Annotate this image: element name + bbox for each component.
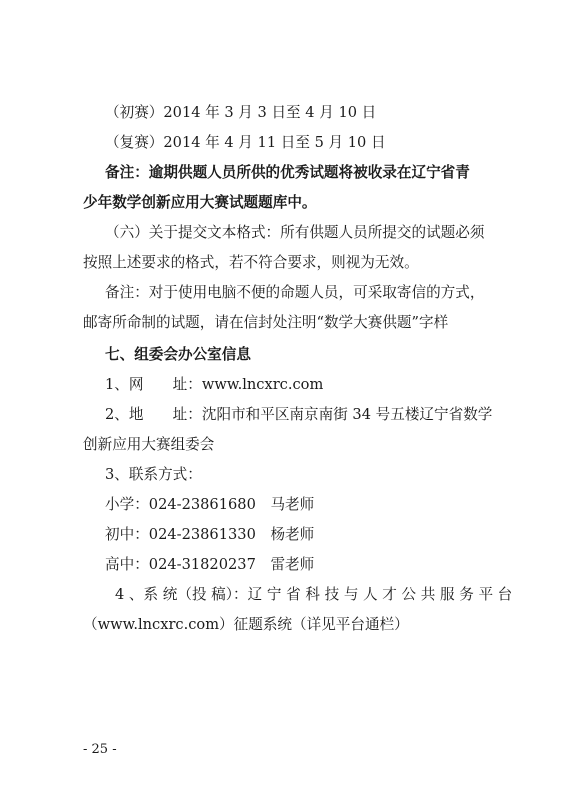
- text-line-second-round: （复赛）2014 年 4 月 11 日至 5 月 10 日: [105, 134, 386, 151]
- text-line-address-b: 创新应用大赛组委会: [83, 436, 215, 453]
- text-line-note-1b: 少年数学创新应用大赛试题题库中。: [83, 194, 317, 211]
- text-line-note-1a: 备注：逾期供题人员所供的优秀试题将被收录在辽宁省青: [105, 164, 470, 181]
- text-line-contact-high: 高中：024-31820237 雷老师: [105, 556, 315, 573]
- text-line-format-a: （六）关于提交文本格式：所有供题人员所提交的试题必须: [105, 224, 485, 241]
- text-line-note-2b: 邮寄所命制的试题，请在信封处注明“数学大赛供题”字样: [83, 314, 449, 331]
- text-line-system-b: （www.lncxrc.com）征题系统（详见平台通栏）: [83, 616, 409, 633]
- text-line-format-b: 按照上述要求的格式，若不符合要求，则视为无效。: [83, 254, 419, 271]
- text-line-preliminary-round: （初赛）2014 年 3 月 3 日至 4 月 10 日: [105, 104, 377, 121]
- text-line-contact-middle: 初中：024-23861330 杨老师: [105, 526, 315, 543]
- text-line-note-2a: 备注：对于使用电脑不便的命题人员，可采取寄信的方式，: [105, 284, 485, 301]
- page-number: - 25 -: [83, 742, 117, 757]
- text-line-address-a: 2、地 址：沈阳市和平区南京南街 34 号五楼辽宁省数学: [105, 406, 493, 423]
- section-heading-office-info: 七、组委会办公室信息: [105, 346, 251, 363]
- text-line-contact-heading: 3、联系方式：: [105, 466, 202, 483]
- text-line-contact-primary: 小学：024-23861680 马老师: [105, 496, 315, 513]
- text-line-system-a: 4 、系 统（投 稿）：辽 宁 省 科 技 与 人 才 公 共 服 务 平 台: [115, 586, 513, 603]
- text-line-website: 1、网 址：www.lncxrc.com: [105, 376, 324, 393]
